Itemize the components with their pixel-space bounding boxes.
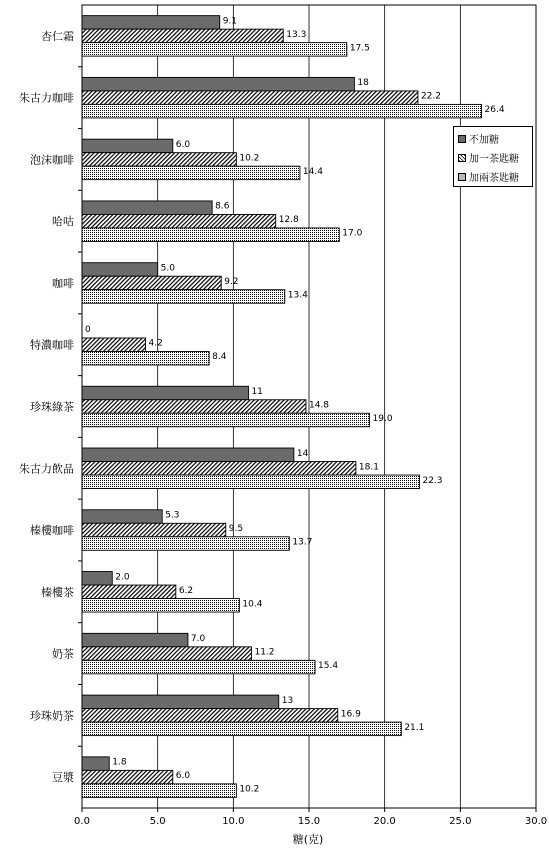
legend-item-one-spoon bbox=[458, 148, 532, 167]
bar bbox=[82, 413, 370, 427]
bar bbox=[82, 263, 158, 277]
bar-value-label: 14.8 bbox=[308, 400, 330, 411]
x-tick-label: 0.0 bbox=[74, 816, 90, 827]
bar-value-label: 8.6 bbox=[215, 201, 230, 212]
bar bbox=[82, 537, 289, 551]
bar bbox=[82, 585, 176, 599]
bar-value-label: 6.0 bbox=[175, 139, 191, 150]
bar-value-label: 9.2 bbox=[224, 276, 239, 287]
bar bbox=[82, 757, 109, 771]
category-label: 奶茶 bbox=[52, 647, 74, 661]
bar bbox=[82, 91, 418, 105]
bar bbox=[82, 572, 112, 586]
bar-value-label: 16.9 bbox=[340, 709, 361, 720]
bar bbox=[82, 784, 236, 798]
bar-value-label: 17.5 bbox=[349, 43, 370, 54]
legend-label: 加兩茶匙糖 bbox=[469, 173, 519, 184]
category-label: 泡沫咖啡 bbox=[30, 153, 74, 167]
bar-value-label: 13.7 bbox=[292, 537, 313, 548]
bar bbox=[82, 201, 212, 215]
bar-value-label: 18 bbox=[357, 78, 369, 89]
bar bbox=[82, 770, 173, 784]
bar bbox=[82, 104, 482, 118]
bar bbox=[82, 139, 173, 153]
bar bbox=[82, 599, 239, 613]
bar-value-label: 17.0 bbox=[342, 228, 363, 239]
bar bbox=[82, 29, 283, 42]
bar-value-label: 10.2 bbox=[239, 153, 260, 164]
bar bbox=[82, 214, 276, 228]
legend-item-two-spoons bbox=[458, 167, 532, 186]
category-label: 榛樓茶 bbox=[41, 585, 74, 599]
bar-value-label: 13.3 bbox=[286, 29, 307, 40]
bar bbox=[82, 228, 339, 242]
category-label: 朱古力咖啡 bbox=[19, 91, 74, 105]
bar bbox=[82, 153, 236, 167]
bar-value-label: 5.3 bbox=[165, 510, 180, 521]
legend-item-no-sugar bbox=[458, 129, 532, 148]
bar bbox=[82, 633, 188, 647]
bar bbox=[82, 722, 401, 736]
category-label: 珍珠綠茶 bbox=[30, 400, 74, 414]
bar bbox=[82, 276, 221, 290]
bar bbox=[82, 43, 347, 57]
x-tick-label: 5.0 bbox=[149, 816, 166, 827]
category-label: 咖啡 bbox=[52, 276, 74, 290]
bar bbox=[82, 400, 306, 414]
bar-value-label: 2.0 bbox=[115, 572, 130, 583]
category-label: 豆漿 bbox=[52, 771, 74, 785]
legend-swatch-dots bbox=[458, 173, 466, 181]
category-label: 杏仁霜 bbox=[41, 29, 74, 43]
bar-value-label: 11.2 bbox=[254, 647, 275, 658]
bar-value-label: 8.4 bbox=[212, 352, 227, 363]
bar-value-label: 21.1 bbox=[404, 722, 425, 733]
legend-label: 不加糖 bbox=[469, 135, 499, 146]
category-label: 哈咕 bbox=[52, 215, 74, 229]
bar-value-label: 13.4 bbox=[287, 290, 308, 301]
x-tick-label: 30.0 bbox=[524, 816, 548, 827]
bar-value-label: 14 bbox=[296, 448, 309, 459]
bar-value-label: 15.4 bbox=[318, 661, 339, 672]
bar-value-label: 5.0 bbox=[160, 263, 175, 274]
bar bbox=[82, 77, 354, 91]
bar-value-label: 1.8 bbox=[112, 757, 127, 768]
x-tick-label: 15.0 bbox=[297, 816, 321, 827]
bar-value-label: 7.0 bbox=[190, 634, 206, 645]
bar-value-label: 4.2 bbox=[148, 338, 163, 349]
bar-value-label: 19.0 bbox=[372, 414, 393, 424]
legend bbox=[453, 126, 533, 187]
bar bbox=[82, 290, 285, 304]
bars bbox=[82, 16, 482, 798]
bar-value-label: 22.2 bbox=[420, 91, 442, 102]
legend-swatch-solid bbox=[458, 135, 466, 143]
legend-label: 加一茶匙糖 bbox=[469, 154, 519, 165]
category-label: 榛樓咖啡 bbox=[30, 524, 74, 538]
bar bbox=[82, 351, 209, 365]
bar-value-label: 9.1 bbox=[222, 16, 238, 27]
bar bbox=[82, 709, 338, 723]
bar-value-label: 12.8 bbox=[278, 215, 299, 226]
bar-value-label: 9.5 bbox=[228, 524, 244, 535]
bar-value-label: 6.2 bbox=[178, 585, 194, 596]
bar-value-label: 6.0 bbox=[175, 771, 191, 782]
bar bbox=[82, 475, 419, 489]
bar bbox=[82, 16, 220, 30]
bar bbox=[82, 166, 300, 180]
bar bbox=[82, 338, 146, 352]
bar-value-label: 14.4 bbox=[302, 166, 323, 177]
bar bbox=[82, 462, 356, 476]
x-axis-title: 糖(克) bbox=[292, 833, 324, 846]
category-label: 特濃咖啡 bbox=[30, 338, 74, 352]
category-label: 朱古力飲品 bbox=[19, 462, 74, 476]
x-tick-label: 25.0 bbox=[449, 816, 472, 827]
bar bbox=[82, 660, 315, 674]
bar bbox=[82, 448, 294, 462]
x-tick-label: 10.0 bbox=[222, 816, 245, 827]
bar-value-label: 18.1 bbox=[358, 462, 379, 473]
legend-swatch-hatch bbox=[458, 154, 466, 162]
bar-value-label: 13 bbox=[281, 695, 294, 706]
bar bbox=[82, 647, 251, 661]
bar bbox=[82, 695, 279, 709]
bar-value-label: 10.4 bbox=[242, 599, 263, 610]
bar-value-label: 22.3 bbox=[422, 475, 443, 486]
bar bbox=[82, 523, 226, 537]
category-label: 珍珠奶茶 bbox=[30, 709, 74, 723]
bar-value-label: 10.2 bbox=[239, 784, 260, 795]
bar-value-label: 11 bbox=[251, 387, 263, 397]
bar bbox=[82, 386, 248, 400]
bar-value-label: 0 bbox=[85, 325, 91, 336]
bar bbox=[82, 510, 162, 524]
bar-value-label: 26.4 bbox=[484, 105, 505, 116]
x-tick-label: 20.0 bbox=[373, 816, 396, 827]
